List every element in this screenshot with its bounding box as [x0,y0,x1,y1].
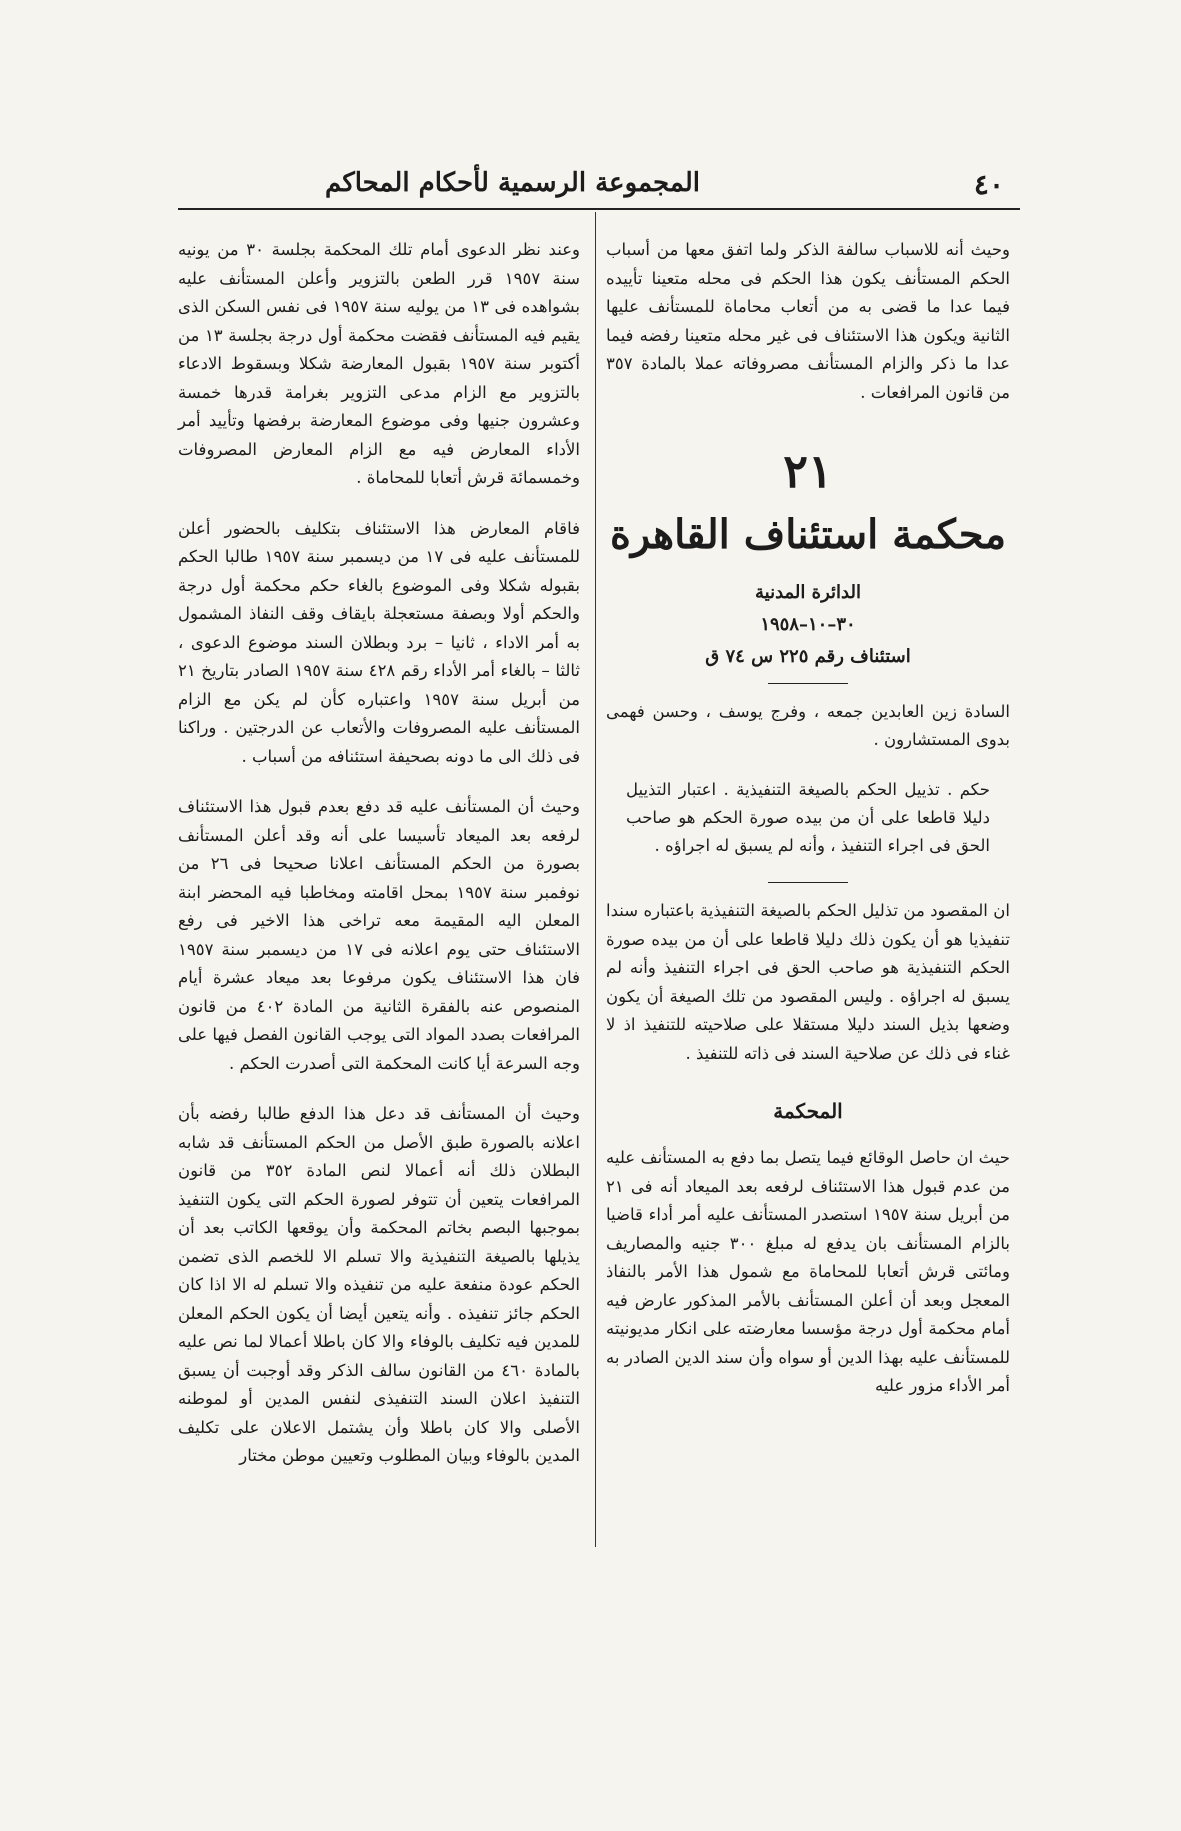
appeal-number: استئناف رقم ٢٢٥ س ٧٤ ق [705,646,911,667]
circuit-name: الدائرة المدنية [754,582,861,603]
page-header [178,158,1020,208]
page-number: ٤٠ [973,168,1004,201]
case-number: ٢١ [783,444,833,498]
paragraph-1: وعند نظر الدعوى أمام تلك المحكمة بجلسة ٣٠ من يونيه سنة ١٩٥٧ قرر الطعن بالتزوير وأعلن المستأنف عليه بشواهده فى ١٣ من يوليه سنة ١٩٥٧ فى نفس السكن الذى يقيم فيه المستأنف فقضت محكمة أول درجة بجلسة ١٣ من أكتوبر سنة ١٩٥٧ بقبول المعارضة شكلا وبسقوط الادعاء بالتزوير مع الزام مدعى التزوير بغرامة قدرها خمسة وعشرون جنيها وفى موضوع المعارضة برفضها وتأييد أمر الأداء المعارض فيه مع الزام المعارض المصروفات وخمسمائة قرش أتعابا للمحاماة . [178,240,581,487]
separator-rule [768,683,848,684]
legal-principle: ان المقصود من تذليل الحكم بالصيغة التنفيذية باعتباره سندا تنفيذيا هو أن يكون ذلك دليلا قاطعا على أن من بيده صورة الحكم التنفيذية هو صاحب الحق فى اجراء التنفيذ وأنه لم يسبق له اجراؤه . وليس المقصود من تلك الصيغة أن يكون وضعها بذيل السند دليلا مستقلا على صلاحيته للتنفيذ اذ لا غناء فى ذلك عن صلاحية السند فى ذاته للتنفيذ . [606,901,1010,1063]
paragraph-2: فاقام المعارض هذا الاستئناف بتكليف بالحضور أعلن للمستأنف عليه فى ١٧ من ديسمبر سنة ١٩٥٧ طالبا الحكم بقبوله شكلا وفى الموضوع بالغاء حكم محكمة أول درجة والحكم أولا وبصفة مستعجلة بايقاف وقف النفاذ المشمول به أمر الاداء ، ثانيا – برد وبطلان السند موضوع الدعوى ، ثالثا – بالغاء أمر الأداء رقم ٤٢٨ سنة ١٩٥٧ الصادر بتاريخ ٢١ من أبريل سنة ١٩٥٧ واعتباره كأن لم يكن مع الزام المستأنف عليه المصروفات والأتعاب عن الدرجتين . وراكنا فى ذلك الى ما دونه بصحيفة استئنافه من أسباب . [178,518,581,766]
paragraph-3: وحيث أن المستأنف عليه قد دفع بعدم قبول هذا الاستئناف لرفعه بعد الميعاد تأسيسا على أنه وقد أعلن المستأنف بصورة من الحكم المستأنف اعلانا صحيحا فى ٢٦ من نوفمبر سنة ١٩٥٧ بمحل اقامته ومخاطبا فيه المحضر ابنة المعلن اليه المقيمة معه تراخى هذا الاخير فى رفع الاستئناف حتى يوم اعلانه فى ١٧ من ديسمبر سنة ١٩٥٧ فان هذا الاستئناف يكون مرفوعا بعد ميعاد عشرة أيام المنصوص عنه بالفقرة الثانية من المادة ٤٠٢ من قانون المرافعات بصدد المواد التى يوجب القانون الفصل فيها على وجه السرعة أيا كانت المحكمة التى أصدرت الحكم . [178,797,580,1073]
court-name: محكمة استئناف القاهرة [609,511,1007,558]
judges-list: السادة زين العابدين جمعه ، وفرج يوسف ، وحسن فهمى بدوى المستشارون . [606,702,1010,749]
separator-rule [768,882,848,883]
judgment-date: ٣٠–١٠–١٩٥٨ [760,614,856,635]
headnote: حكم . تذييل الحكم بالصيغة التنفيذية . اعتبار التذييل دليلا قاطعا على أن من بيده صورة الحكم هو صاحب الحق فى اجراء التنفيذ ، وأنه لم يسبق له اجراؤه . [626,780,990,855]
header-rule [178,208,1020,210]
intro-paragraph: وحيث أنه للاسباب سالفة الذكر ولما اتفق معها من أسباب الحكم المستأنف يكون هذا الحكم فى محله متعينا تأييده فيما عدا ما قضى به من أتعاب محاماة للمستأنف عليها الثانية ويكون هذا الاستئناف فى غير محله متعينا رفضه فيما عدا ما ذكر والزام المستأنف مصروفاته عملا بالمادة ٣٥٧ من قانون المرافعات . [606,240,1010,402]
column-divider [595,212,596,1547]
right-column [606,236,1010,1423]
journal-title: المجموعة الرسمية لأحكام المحاكم [325,168,700,198]
paragraph-4: وحيث أن المستأنف قد دعل هذا الدفع طالبا رفضه بأن اعلانه بالصورة طبق الأصل من الحكم المستأنف قد شابه البطلان ذلك أنه أعمالا لنص المادة ٣٥٢ من قانون المرافعات يتعين أن تتوفر لصورة الحكم التى يكون التنفيذ بموجبها البصم بخاتم المحكمة وأن يوقعها الكاتب بعد أن يذيلها بالصيغة التنفيذية والا تسلم الا للخصم الذى تضمن الحكم عودة منفعة عليه من تنفيذه والا تسلم له الا اذا كان الحكم جائز تنفيذه . وأنه يتعين أيضا أن يكون الحكم المعلن للمدين فيه تكليف بالوفاء والا كان باطلا أعمالا لما نص عليه بالمادة ٤٦٠ من القانون سالف الذكر وقد أوجبت أن يسبق التنفيذ اعلان السند التنفيذى لنفس المدين أو لموطنه الأصلى والا كان باطلا وأن يشتمل الاعلان على تكليف المدين بالوفاء وبيان المطلوب وتعيين موطن مختار [178,1104,580,1465]
court-reasoning: حيث ان حاصل الوقائع فيما يتصل بما دفع به المستأنف عليه من عدم قبول هذا الاستئناف لرفعه بعد الميعاد أنه فى ٢١ من أبريل سنة ١٩٥٧ استصدر المستأنف عليه أمر أداء قاضيا بالزام المستأنف بان يدفع له مبلغ ٣٠٠ جنيه والمصاريف ومائتى قرش أتعابا للمحاماة مع شمول هذا الأمر بالنفاذ المعجل وبعد أن أعلن المستأنف بالأمر المذكور عارض فيه أمام محكمة أول درجة مؤسسا معارضته على انكار مديونيته للمستأنف عليه بهذا الدين أو سواه وأن سند الدين الصادر به أمر الأداء مزور عليه [606,1148,1010,1395]
section-title: المحكمة [773,1099,843,1123]
left-column [178,236,580,1493]
